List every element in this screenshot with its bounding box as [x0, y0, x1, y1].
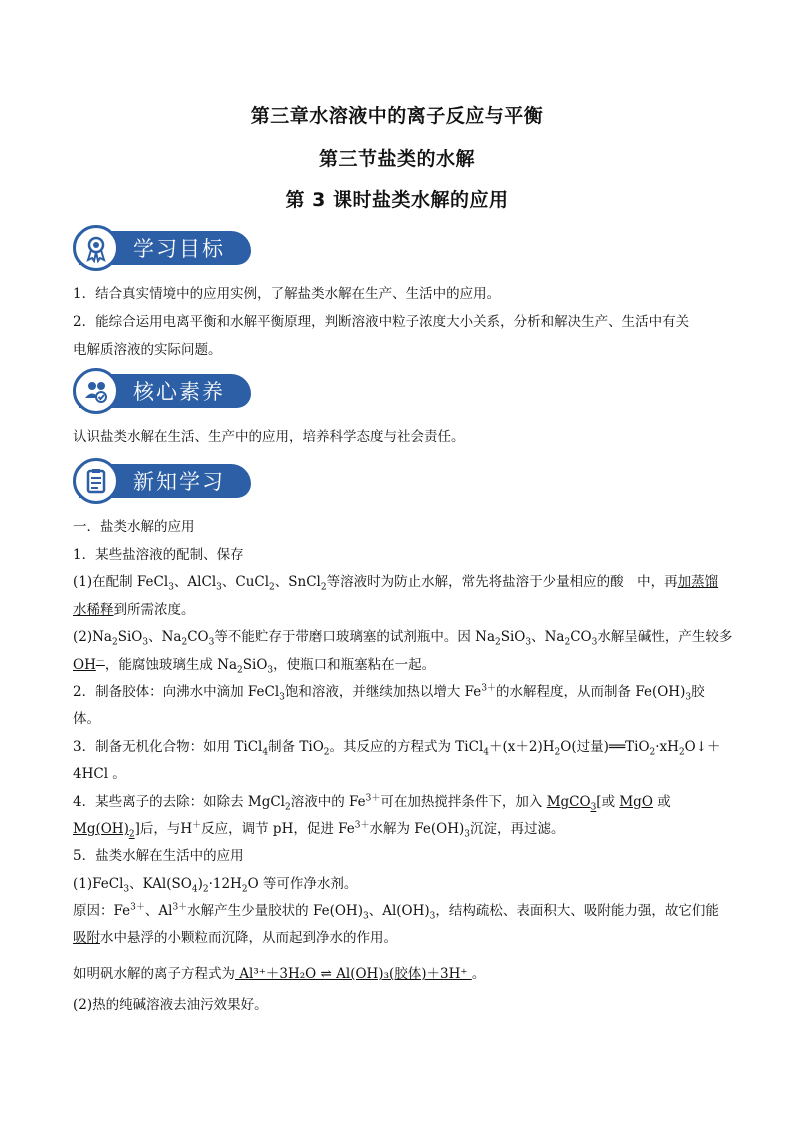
section-4-line-2: $Mg(OH)_2$]后，与H＋反应，调节 pH，促进 $Fe^{3+}$水解为 $Fe(OH)_3$沉淀，再过滤。: [73, 820, 565, 840]
objective-item-2-line-1: 2．能综合运用电离平衡和水解平衡原理，判断溶液中粒子浓度大小关系，分析和解决生产、生活中有关: [73, 314, 690, 330]
section-5-reason-line-1: 原因：$Fe^{3+}$、$Al^{3+}$水解产生少量胶状的 $Fe(OH)_3$、$Al(OH)_3$，结构疏松、表面积大、吸附能力强，故它们能: [73, 902, 719, 922]
people-check-icon: [73, 368, 119, 414]
objectives-banner-label: 学习目标: [133, 237, 225, 261]
section-5-title: 5．盐类水解在生活中的应用: [73, 848, 244, 864]
clipboard-list-icon: [73, 458, 119, 504]
learning-banner: [73, 458, 253, 504]
literacy-text: 认识盐类水解在生活、生产中的应用，培养科学态度与社会责任。: [73, 429, 465, 445]
content-heading: 一．盐类水解的应用: [73, 519, 195, 535]
section-1-para-1-line-1: (1)在配制 FeCl$_3$、AlCl$_3$、CuCl$_2$、SnCl$_2$等溶液时为防止水解，常先将盐溶于少量相应的酸 中，再加蒸馏: [73, 574, 719, 593]
section-1-para-1-line-2: 水稀释到所需浓度。: [73, 602, 195, 618]
objectives-banner: [73, 225, 253, 271]
objective-item-1: 1．结合真实情境中的应用实例，了解盐类水解在生产、生活中的应用。: [73, 286, 501, 302]
section-title: 第三节盐类的水解: [318, 148, 475, 170]
section-4-line-1: 4．某些离子的去除：如除去 MgCl$_2$溶液中的 $Fe^{3+}$可在加热搅拌条件下，加入 MgCO$_3$[或 MgO 或: [73, 793, 671, 813]
literacy-banner-label: 核心素养: [133, 380, 225, 404]
literacy-banner: [73, 368, 253, 414]
section-2-line-2: 体。: [73, 711, 100, 727]
section-1-para-2-line-1: $(2)Na_2SiO_3$、$Na_2CO_3$等不能贮存于带磨口玻璃塞的试剂瓶中。因 $Na_2SiO_3$、$Na_2CO_3$水解呈碱性，产生较多: [73, 629, 733, 648]
alum-equation-line: 如明矾水解的离子方程式为 Al³⁺＋3H₂O ⇌ Al(OH)₃(胶体)＋3H⁺ 。: [73, 966, 486, 982]
section-3-line-2: 4HCl 。: [73, 766, 126, 782]
section-2-line-1: 2．制备胶体：向沸水中滴加 FeCl$_3$饱和溶液，并继续加热以增大 $Fe^{3+}$的水解程度，从而制备 $Fe(OH)_3$胶: [73, 683, 705, 703]
section-5-reason-line-2: 吸附水中悬浮的小颗粒而沉降，从而起到净水的作用。: [73, 930, 397, 946]
award-ribbon-icon: [73, 225, 119, 271]
learning-banner-label: 新知学习: [133, 470, 225, 494]
objective-item-2-line-2: 电解质溶液的实际问题。: [73, 342, 222, 358]
section-3-line-1: 3．制备无机化合物：如用 TiCl$_4$制备 TiO$_2$。其反应的方程式为 $TiCl_4+(x+2)H_2O$(过量)$══TiO_2\cdot xH_2O↓+$: [73, 739, 721, 758]
section-1-title: 1．某些盐溶液的配制、保存: [73, 547, 244, 563]
chapter-title: 第三章水溶液中的离子反应与平衡: [250, 105, 544, 127]
section-5-para-2: (2)热的纯碱溶液去油污效果好。: [73, 997, 268, 1013]
lesson-title: 第 3 课时盐类水解的应用: [285, 189, 509, 211]
section-5-para-1: (1)FeCl$_3$、$KAl(SO_4)_2\cdot 12H_2O$ 等可作净水剂。: [73, 876, 358, 895]
section-1-para-2-line-2: OH－，能腐蚀玻璃生成 $Na_2SiO_3$，使瓶口和瓶塞粘在一起。: [73, 656, 436, 676]
